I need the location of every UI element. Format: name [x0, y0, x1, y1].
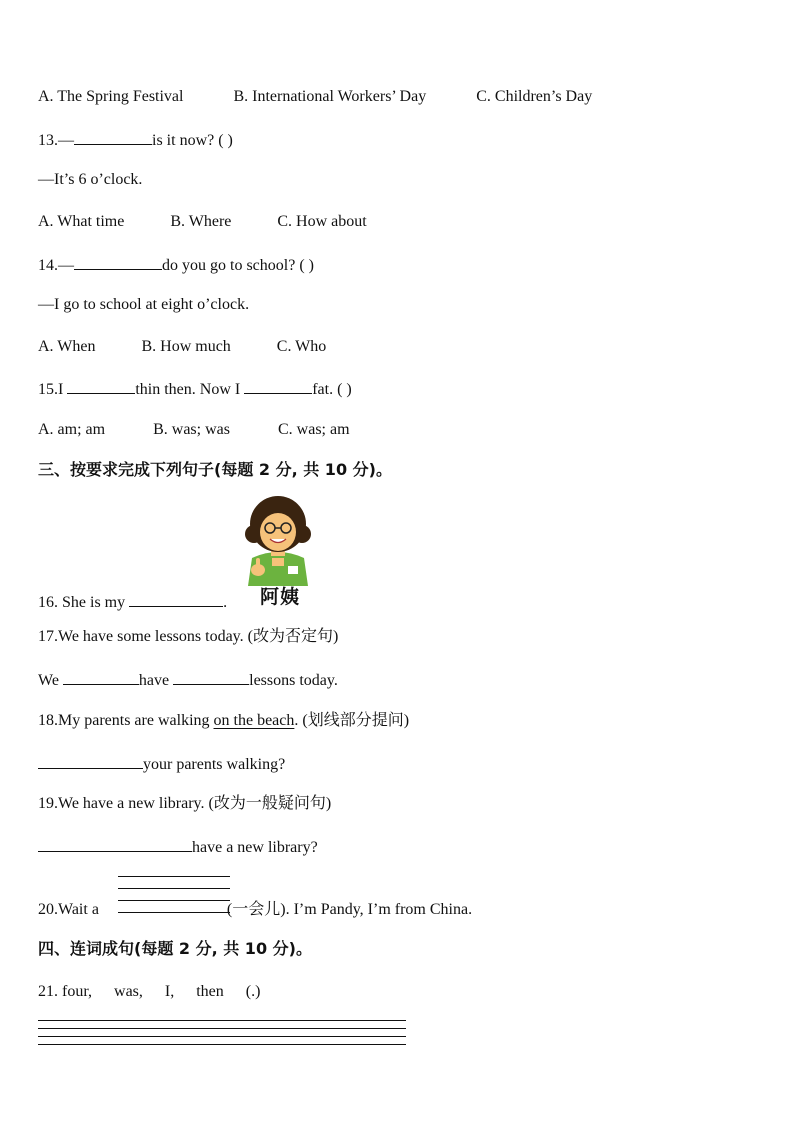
q20-note: (一会儿) [226, 901, 286, 918]
q19-blank[interactable] [38, 836, 192, 852]
q17-ans-we: We [38, 672, 59, 689]
q13-answer: —It’s 6 o’clock. [38, 171, 143, 188]
q14-option-b[interactable]: B. How much [141, 338, 231, 355]
q18-end: . [294, 712, 299, 729]
q21-words [38, 982, 260, 1002]
q14-option-c[interactable]: C. Who [276, 338, 327, 355]
q14-number: 14. [38, 257, 58, 274]
q15-mid: thin then. Now I [135, 381, 241, 398]
auntie-drawing [238, 494, 318, 586]
section-4-title: 四、连词成句(每题 2 分, 共 10 分)。 [38, 939, 312, 958]
q13-blank[interactable] [74, 129, 152, 145]
q15-blank-1[interactable] [67, 378, 135, 394]
q12-option-a[interactable]: A. The Spring Festival [38, 88, 184, 105]
q18-note: (划线部分提问) [302, 712, 410, 729]
section-3-title: 三、按要求完成下列句子(每题 2 分, 共 10 分)。 [38, 460, 392, 479]
q15-answer-paren[interactable]: ( ) [337, 381, 352, 398]
q13-number: 13. [38, 132, 58, 149]
q13-stem-text: is it now? [152, 132, 215, 149]
q13-stem [38, 129, 233, 151]
q14-option-a[interactable]: A. When [38, 338, 96, 355]
q16-stem [38, 591, 227, 613]
q16-end: . [223, 594, 228, 611]
q19-ans: have a new library? [192, 839, 318, 856]
auntie-caption: 阿姨 [260, 586, 301, 608]
q17-note: (改为否定句) [247, 628, 339, 645]
q18-answer-line [38, 753, 285, 775]
q21-word-5: (.) [245, 983, 261, 1000]
q13-option-c[interactable]: C. How about [277, 213, 367, 230]
q20-guide-line-2 [118, 888, 230, 889]
q13-options [38, 212, 367, 232]
q14-options [38, 337, 326, 357]
q21-guide-line-1 [38, 1020, 406, 1021]
q14-answer-paren[interactable]: ( ) [299, 257, 314, 274]
q20-guide-line-1 [118, 876, 230, 877]
q15-prefix: 15.I [38, 381, 64, 398]
q20-prefix: 20.Wait a [38, 901, 99, 918]
q17-answer-line [38, 669, 338, 691]
q19-stem [38, 794, 331, 814]
q17-ans-have: have [138, 672, 170, 689]
q21-guide-line-4[interactable] [38, 1044, 406, 1045]
q21-word-2: was, [114, 983, 143, 1000]
q20-stem [38, 900, 472, 920]
q21-guide-line-2 [38, 1028, 406, 1029]
q14-answer: —I go to school at eight o’clock. [38, 296, 250, 313]
q14-stem [38, 254, 314, 276]
q15-option-a[interactable]: A. am; am [38, 421, 106, 438]
q15-stem [38, 378, 352, 400]
q17-stem [38, 627, 338, 647]
q15-end: fat. [312, 381, 334, 398]
q13-answer-paren[interactable]: ( ) [218, 132, 233, 149]
q18-blank[interactable] [38, 753, 143, 769]
q13-option-b[interactable]: B. Where [170, 213, 232, 230]
q15-blank-2[interactable] [244, 378, 312, 394]
q21-guide-line-3 [38, 1036, 406, 1037]
q19-text: 19.We have a new library. [38, 795, 205, 812]
q12-option-b[interactable]: B. International Workers’ Day [233, 88, 427, 105]
q13-option-a[interactable]: A. What time [38, 213, 125, 230]
q14-stem-text: do you go to school? [162, 257, 296, 274]
q17-blank-2[interactable] [173, 669, 249, 685]
q21-word-4: then [196, 983, 224, 1000]
auntie-cartoon-icon [238, 494, 318, 610]
q14-dash: — [58, 257, 74, 274]
q16-blank[interactable] [129, 591, 223, 607]
q18-stem [38, 711, 409, 731]
q21-word-3: I, [164, 983, 175, 1000]
q13-dash: — [58, 132, 74, 149]
q18-underlined: on the beach [213, 712, 295, 729]
q17-blank-1[interactable] [63, 669, 139, 685]
q16-text: 16. She is my [38, 594, 126, 611]
q20-end: . I’m Pandy, I’m from China. [285, 901, 473, 918]
q17-ans-rest: lessons today. [249, 672, 338, 689]
q19-note: (改为一般疑问句) [208, 795, 332, 812]
q14-blank[interactable] [74, 254, 162, 270]
q15-option-c[interactable]: C. was; am [277, 421, 350, 438]
q19-answer-line [38, 836, 318, 858]
q18-prefix: 18.My parents are walking [38, 712, 214, 729]
q17-text: 17.We have some lessons today. [38, 628, 244, 645]
q15-option-b[interactable]: B. was; was [153, 421, 230, 438]
q12-options [38, 87, 592, 107]
q12-option-c[interactable]: C. Children’s Day [476, 88, 593, 105]
q21-word-1: 21. four, [38, 983, 93, 1000]
q18-ans: your parents walking? [143, 756, 286, 773]
q15-options [38, 420, 350, 440]
